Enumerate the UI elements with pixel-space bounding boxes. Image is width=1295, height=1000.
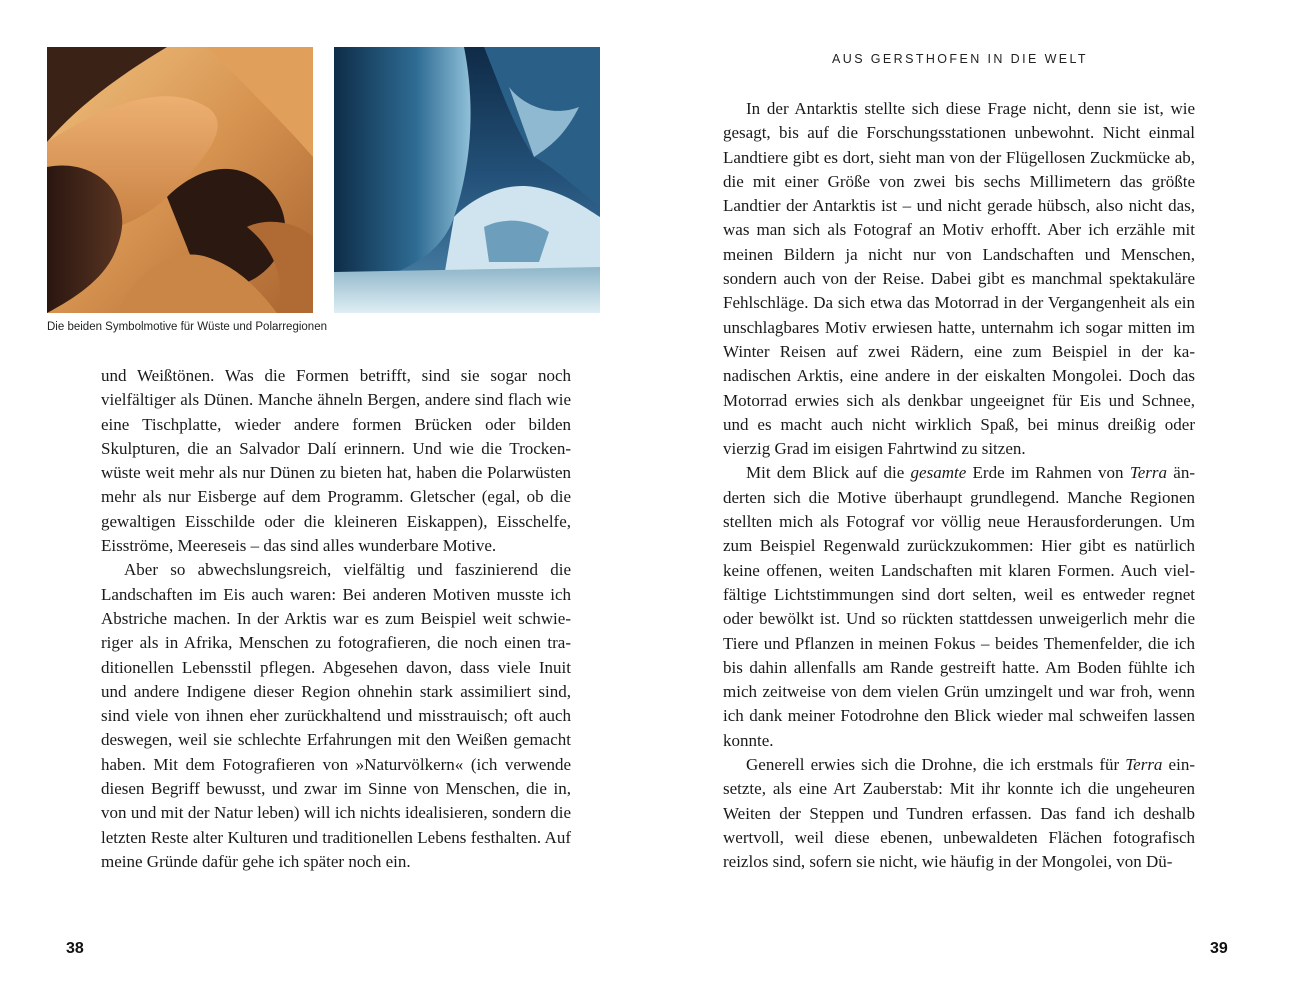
page-number-right: 39: [1210, 940, 1228, 957]
right-page-text: [723, 97, 1195, 875]
paragraph: [723, 461, 1195, 753]
desert-dune-photo: [47, 47, 313, 313]
text-run: Generell erwies sich die Drohne, die ich erstmals für: [746, 755, 1126, 775]
paragraph: In der Antarktis stellte sich diese Frage nicht, denn sie ist, wie gesagt, bis auf die Forschungsstationen unbewohnt. Nicht einmal Landtiere gibt es dort, sieht man von der Flügellosen Zuckmücke ab, die mit einer Größe von zwei bis sechs Millimetern das größte Landtier der Antarktis ist – und nicht gerade hübsch, also nicht das, was man sich als Fotograf an Motiv erhofft. Aber ich erzähle mit meinen Bildern ja nicht nur von Landschaften und Menschen, sondern auch von der Reise. Dabei gibt es manchmal spektakuläre Fehlschläge. Da sich etwa das Motorrad in der Vergangenheit als ein unschlagbares Motiv erwiesen hatte, unternahm ich sogar mitten im Winter Reisen auf zwei Rädern, eine zum Beispiel in der kanadischen Arktis, eine andere in der eiskalten Mongolei. Doch das Motorrad erwies sich als denkbar ungeeignet für Eis und Schnee, und es macht auch nicht wirklich Spaß, bei minus dreißig oder vierzig Grad im eisigen Fahrtwind zu sitzen.: [723, 99, 1195, 459]
ice-cave-photo: [334, 47, 600, 313]
paragraph: und Weißtönen. Was die Formen betrifft, sind sie sogar noch vielfältiger als Dünen. Manche ähneln Bergen, andere sind flach wie eine Tischplatte, wieder andere formen Brücken oder bilden Skulpturen, die an Salvador Dalí erinnern. Und wie die Trockenwüste weit mehr als nur Dünen zu bieten hat, haben die Polarwüsten mehr als nur Eisberge auf dem Programm. Gletscher (egal, ob die gewaltigen Eisschilde oder die kleineren Eiskappen), Eisschelfe, Eisströme, Meereseis – das sind alles wunderbare Motive.: [101, 366, 571, 556]
paragraph: Aber so abwechslungsreich, vielfältig und faszinierend die Landschaften im Eis auch waren: Bei anderen Motiven musste ich Abstriche machen. In der Arktis war es zum Beispiel weit schwieriger als in Afrika, Menschen zu fotografieren, die noch einen traditionellen Lebensstil pflegen. Abgesehen davon, dass viele Inuit und andere Indigene dieser Region ohnehin stark assimiliert sind, sind viele von ihnen eher zurückhaltend und misstrauisch; oft auch deswegen, weil sie schlechte Erfahrungen mit den Weißen gemacht haben. Mit dem Fotografieren von »Naturvölkern« (ich verwende diesen Begriff bewusst, und zwar im Sinne von Menschen, die in, von und mit der Natur leben) will ich nichts idealisieren, sondern die letzten Reste alter Kulturen und traditionellen Lebens festhalten. Auf meine Gründe dafür gehe ich später noch ein.: [101, 560, 571, 871]
text-run: einsetzte, als eine Art Zauberstab: Mit ihr konnte ich die ungeheuren Weiten der Steppen und Tundren erfassen. Das fand ich deshalb wertvoll, weil diese ebenen, unbewaldeten Flächen fotografisch reizlos sind, sofern sie nicht, wie häufig in der Mongolei, von Dü-: [723, 755, 1195, 872]
page-number-left: 38: [66, 940, 84, 957]
paragraph: [723, 753, 1195, 874]
running-head: AUS GERSTHOFEN IN DIE WELT: [832, 52, 1088, 66]
book-title: Terra: [1129, 463, 1167, 483]
book-title: Terra: [1125, 755, 1163, 775]
left-page-text: [101, 364, 571, 874]
text-run: änderten sich die Motive überhaupt grundlegend. Manche Regionen stellten mich als Fotograf vor völlig neue Herausforderungen. Um zum Beispiel Regenwald zurückzukommen: Hier gibt es natürlich keine offenen, weiten Landschaften mit klaren Formen. Auch vielfältige Lichtstimmungen sind dort selten, weil es entweder regnet oder bewölkt ist. Und so rückten stattdessen unweigerlich mehr die Tiere und Pflanzen in meinen Fokus – beides Themenfelder, die ich bis dahin allenfalls am Rande gestreift hatte. Am Boden fühlte ich mich zeitweise von dem vielen Grün umzingelt und war froh, wenn ich dank meiner Fotodrohne den Blick wieder mal schweifen lassen konnte.: [723, 463, 1195, 750]
text-run: Erde im Rahmen von: [966, 463, 1130, 483]
photo-caption: Die beiden Symbolmotive für Wüste und Polarregionen: [47, 321, 327, 333]
emphasis: gesamte: [910, 463, 967, 483]
text-run: Mit dem Blick auf die: [746, 463, 911, 483]
